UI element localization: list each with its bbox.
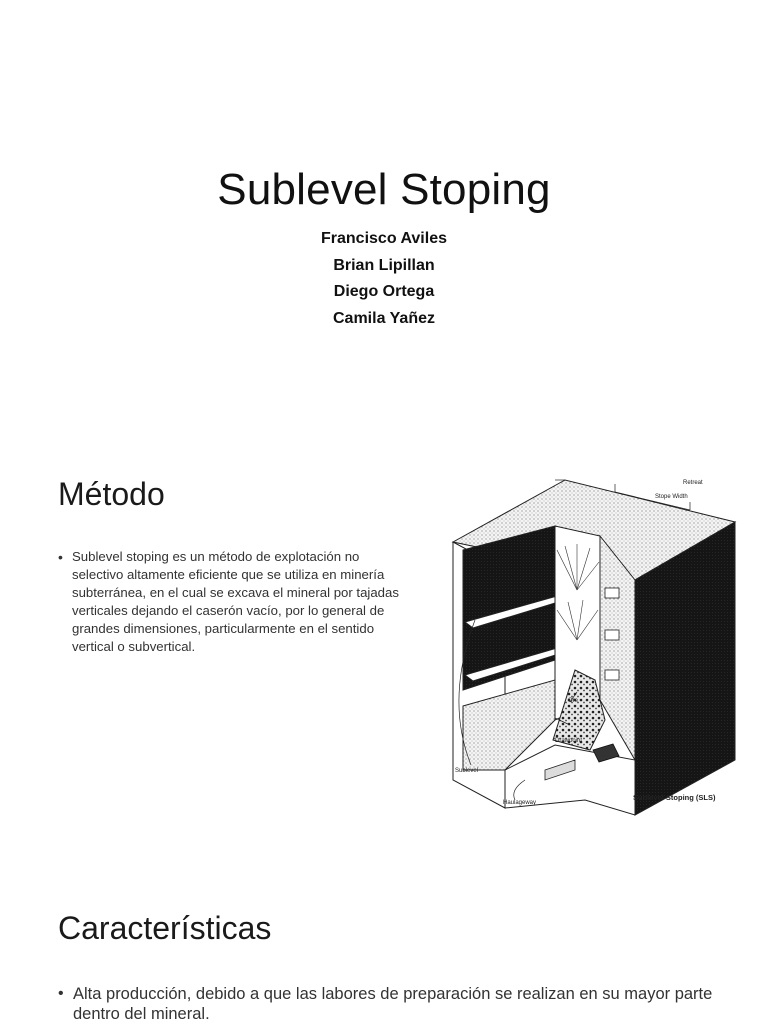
author-name: Francisco Aviles [321, 230, 447, 247]
sublevel-stoping-diagram [405, 470, 755, 820]
drift-opening [605, 630, 619, 640]
label-haulageway: Haulageway [503, 800, 537, 806]
author-name: Brian Lipillan [333, 256, 435, 274]
figure-caption: Sublevel Stoping (SLS) [633, 793, 716, 802]
bullet-icon: • [58, 985, 64, 1002]
label-sublevel: Sublevel [455, 768, 479, 774]
metodo-slide [0, 440, 768, 840]
caracteristicas-slide [0, 880, 768, 1024]
caracteristicas-heading: Características [58, 910, 272, 946]
drift-opening [605, 670, 619, 680]
author-list [0, 226, 768, 332]
page-title: Sublevel Stoping [217, 165, 551, 214]
caracteristicas-bullet-text: Alta producción, debido a que las labores de preparación se realizan en su mayor parte dentro del mineral. [73, 985, 713, 1023]
label-drawpoint: Drawpoint [555, 738, 583, 744]
label-stope-width: Stope Width [655, 494, 688, 500]
author-name: Camila Yañez [333, 309, 435, 327]
metodo-heading: Método [58, 476, 165, 512]
label-ore: Ore [568, 698, 579, 704]
metodo-bullet-text: Sublevel stoping es un método de explotación no selectivo altamente eficiente que se utiliza en minería subterránea, en el cual se excava el mineral por tajadas verticales dejando el caserón vacío, por lo general de grandes dimensiones, particularmente en el sentido vertical o subvertical. [72, 549, 399, 654]
drift-opening [605, 588, 619, 598]
caracteristicas-bullet [58, 984, 738, 1024]
author-name: Diego Ortega [333, 283, 435, 300]
bullet-icon: • [58, 549, 63, 565]
title-slide [0, 0, 768, 440]
metodo-bullet [58, 548, 408, 656]
label-retreat: Retreat [683, 480, 703, 486]
